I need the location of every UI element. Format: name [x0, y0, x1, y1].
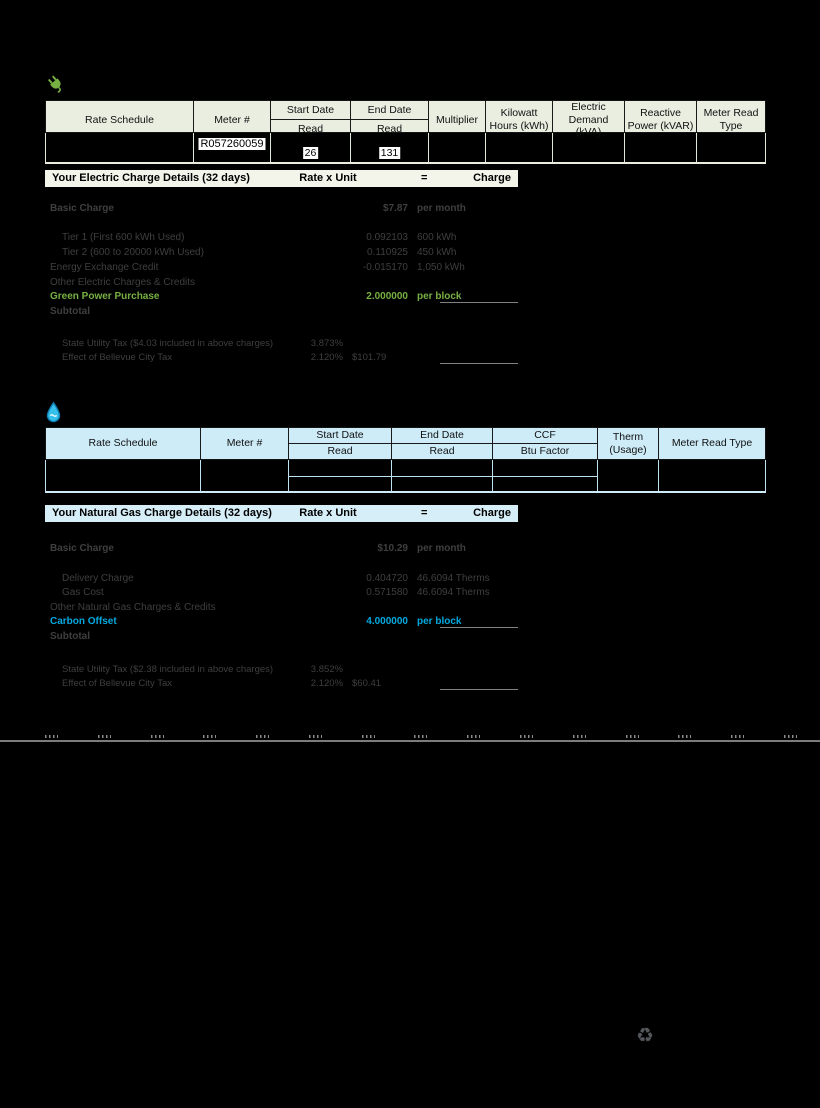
col-therm-usage — [598, 428, 659, 459]
row-label: Other Natural Gas Charges & Credits — [50, 602, 216, 613]
charge-row-subtotal — [45, 306, 518, 319]
tax-row — [45, 338, 518, 351]
subrow-divider — [392, 476, 492, 477]
col-ccf — [493, 428, 598, 459]
col-rate-schedule — [46, 428, 201, 459]
row-rate: -0.015170 — [362, 262, 408, 273]
row-rate: $10.29 — [377, 543, 408, 554]
row-rate: 2.000000 — [366, 291, 408, 302]
row-amount: $60.41 — [352, 678, 382, 689]
row-label: Delivery Charge — [62, 573, 134, 584]
col-btu-factor-label: Btu Factor — [520, 445, 570, 458]
row-label: Tier 1 (First 600 kWh Used) — [62, 232, 185, 243]
col-kwh-label: Kilowatt Hours (kWh) — [489, 107, 549, 132]
col-reactive-label: Reactive Power (kVAR) — [627, 107, 694, 132]
col-start-date-label: Start Date — [271, 101, 350, 120]
tax-row — [45, 664, 518, 677]
charge-row — [45, 262, 518, 275]
cell-end-read — [351, 133, 429, 162]
rate-x-unit-label: Rate x Unit — [299, 172, 357, 184]
col-start-date-label: Start Date — [289, 428, 391, 444]
col-read-type-label: Meter Read Type — [671, 437, 753, 450]
charge-row — [45, 277, 518, 290]
row-label: Effect of Bellevue City Tax — [62, 678, 173, 689]
recycle-icon: ♻ — [636, 1025, 654, 1047]
row-unit: 600 kWh — [417, 232, 457, 243]
col-end-date — [392, 428, 493, 459]
row-rate: 3.873% — [310, 338, 343, 349]
charge-row — [45, 587, 518, 600]
cell-multiplier — [429, 133, 486, 162]
cell-read-type — [659, 460, 765, 491]
col-end-date-label: End Date — [392, 428, 492, 444]
row-rate: 2.120% — [310, 352, 343, 363]
tax-row — [45, 678, 518, 691]
perforation-tick — [203, 735, 216, 738]
col-meter-label: Meter # — [214, 113, 250, 126]
col-therm-usage-label: Therm (Usage) — [609, 430, 647, 456]
cell-rate-schedule — [46, 133, 194, 162]
equals-label: = — [421, 172, 428, 184]
cell-meter-number — [194, 133, 271, 162]
col-rate-schedule-label: Rate Schedule — [88, 437, 158, 450]
col-meter-label: Meter # — [226, 437, 263, 450]
perforation-tick — [362, 735, 375, 738]
col-meter — [201, 428, 289, 459]
row-label: Subtotal — [50, 631, 90, 642]
col-multiplier-label: Multiplier — [435, 113, 478, 126]
charge-row — [45, 602, 518, 615]
col-demand-label: Electric Demand (kVA) — [568, 101, 609, 139]
row-unit: per month — [417, 543, 466, 554]
rate-x-unit-label: Rate x Unit — [299, 507, 357, 519]
cell-ccf-btu — [493, 460, 598, 491]
electric-details-header-bar — [45, 170, 518, 187]
perforation-tick — [731, 735, 744, 738]
col-read-type-label: Meter Read Type — [703, 107, 759, 132]
perforation-tick — [256, 735, 269, 738]
perforation-tick — [573, 735, 586, 738]
row-amount: $101.79 — [352, 352, 387, 363]
electric-details-title: Your Electric Charge Details (32 days) — [52, 172, 250, 184]
row-rate: 0.404720 — [366, 573, 408, 584]
charge-row — [45, 247, 518, 260]
row-label: Other Electric Charges & Credits — [50, 277, 196, 288]
col-start-date — [289, 428, 392, 459]
row-unit: per block — [417, 291, 462, 302]
row-unit: 1,050 kWh — [417, 262, 465, 273]
col-rate-schedule-label: Rate Schedule — [85, 113, 154, 126]
perforation-tick — [626, 735, 639, 738]
gas-details-title: Your Natural Gas Charge Details (32 days) — [52, 507, 272, 519]
perforation-tick — [309, 735, 322, 738]
gas-charge-details — [45, 505, 518, 705]
charge-row — [45, 573, 518, 586]
col-end-read-label: Read — [429, 445, 455, 458]
row-unit: 46.6094 Therms — [417, 573, 490, 584]
cell-start-read — [289, 460, 392, 491]
perforation-tick — [414, 735, 427, 738]
electric-meter-table — [45, 100, 766, 164]
perforation-tick — [151, 735, 164, 738]
charge-label: Charge — [473, 172, 511, 184]
charge-row-carbon-offset — [45, 616, 518, 629]
gas-meter-table-row — [45, 460, 766, 493]
row-label: State Utility Tax ($2.38 included in above charges) — [62, 664, 274, 675]
electric-meter-table-header — [45, 100, 766, 139]
charge-row-subtotal — [45, 631, 518, 644]
row-rate: 3.852% — [310, 664, 343, 675]
col-end-read-label: Read — [376, 123, 403, 136]
cell-demand — [553, 133, 625, 162]
tax-row — [45, 352, 518, 365]
row-rate: 0.571580 — [366, 587, 408, 598]
electric-charge-details — [45, 170, 518, 380]
tear-line — [0, 740, 820, 742]
row-label: Basic Charge — [50, 543, 114, 554]
row-rate: $7.87 — [382, 203, 408, 214]
col-end-date-label: End Date — [351, 101, 428, 120]
charge-row — [45, 543, 518, 556]
charge-row — [45, 203, 518, 216]
perforation-tick — [45, 735, 58, 738]
row-label: Subtotal — [50, 306, 90, 317]
row-unit: per block — [417, 616, 462, 627]
col-ccf-label: CCF — [493, 428, 597, 444]
charge-underline — [440, 689, 518, 690]
row-rate: 0.110925 — [367, 247, 408, 258]
row-label: Carbon Offset — [50, 616, 117, 627]
electric-plug-icon — [45, 73, 66, 94]
perforation-tick — [678, 735, 691, 738]
row-label: Energy Exchange Credit — [50, 262, 159, 273]
row-unit: 450 kWh — [417, 247, 457, 258]
end-read-value: 131 — [380, 147, 399, 159]
cell-therm-usage — [598, 460, 659, 491]
water-drop-icon — [45, 401, 62, 423]
electric-meter-table-row — [45, 133, 766, 164]
start-read-value: 26 — [304, 147, 317, 159]
cell-end-read — [392, 460, 493, 491]
perforation-tick — [520, 735, 533, 738]
cell-start-read — [271, 133, 351, 162]
gas-details-header-bar — [45, 505, 518, 522]
charge-row-green-power — [45, 291, 518, 304]
charge-underline — [440, 363, 518, 364]
row-label: Gas Cost — [62, 587, 104, 598]
perforation-tick — [784, 735, 797, 738]
charge-row — [45, 232, 518, 245]
row-unit: 46.6094 Therms — [417, 587, 490, 598]
row-rate: 2.120% — [310, 678, 343, 689]
cell-reactive — [625, 133, 697, 162]
perforation-ticks — [45, 735, 797, 738]
row-rate: 4.000000 — [366, 616, 408, 627]
charge-underline — [440, 627, 518, 628]
subrow-divider — [289, 476, 391, 477]
cell-kwh — [486, 133, 553, 162]
meter-number-value: R057260059 — [200, 138, 264, 150]
cell-rate-schedule — [46, 460, 201, 491]
col-start-read-label: Read — [297, 123, 324, 136]
row-label: Basic Charge — [50, 203, 114, 214]
col-read-type — [659, 428, 765, 459]
row-unit: per month — [417, 203, 466, 214]
row-label: Green Power Purchase — [50, 291, 160, 302]
equals-label: = — [421, 507, 428, 519]
col-start-read-label: Read — [327, 445, 353, 458]
row-rate: 0.092103 — [366, 232, 408, 243]
cell-meter-number — [201, 460, 289, 491]
perforation-tick — [467, 735, 480, 738]
gas-meter-table-header — [45, 427, 766, 460]
gas-meter-table — [45, 427, 766, 493]
perforation-tick — [98, 735, 111, 738]
charge-underline — [440, 302, 518, 303]
row-label: Effect of Bellevue City Tax — [62, 352, 173, 363]
row-label: State Utility Tax ($4.03 included in above charges) — [62, 338, 274, 349]
subrow-divider — [493, 476, 597, 477]
row-label: Tier 2 (600 to 20000 kWh Used) — [62, 247, 204, 258]
charge-label: Charge — [473, 507, 511, 519]
cell-read-type — [697, 133, 765, 162]
